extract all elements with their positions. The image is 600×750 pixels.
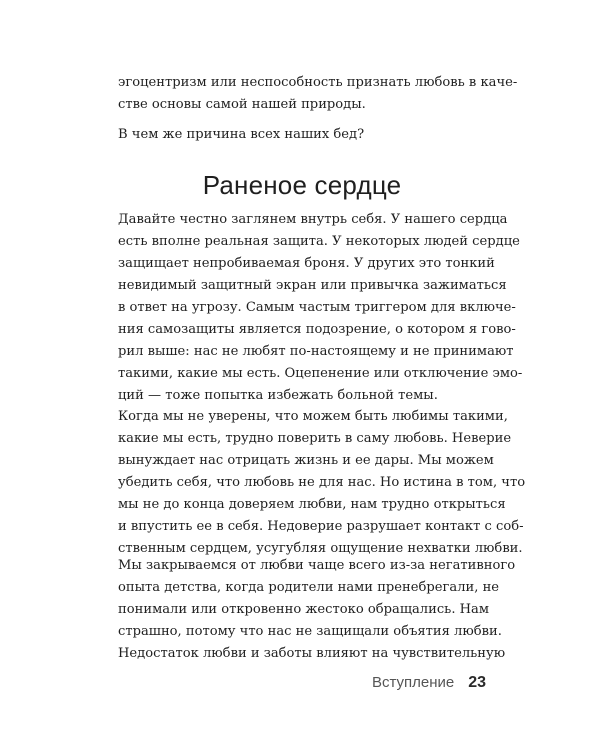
text-line: Мы закрываемся от любви чаще всего из-за негативного (118, 558, 516, 573)
text-line: ния самозащиты является подозрение, о котором я гово- (118, 322, 516, 337)
paragraph-1 (118, 209, 523, 407)
text-line: страшно, потому что нас не защищали объятия любви. (118, 624, 502, 639)
text-line: рил выше: нас не любят по-настоящему и не принимают (118, 344, 514, 359)
text-line: мы не до конца доверяем любви, нам трудно открыться (118, 497, 506, 512)
section-heading: Раненое сердце (202, 170, 402, 200)
text-line: вынуждает нас отрицать жизнь и ее дары. Мы можем (118, 453, 494, 468)
text-line: Когда мы не уверены, что можем быть любимы такими, (118, 409, 508, 424)
question-paragraph (118, 124, 486, 146)
paragraph-2 (118, 406, 526, 560)
text-line: и впустить ее в себя. Недоверие разрушает контакт с соб- (118, 519, 524, 534)
text-line: ственным сердцем, усугубляя ощущение нехватки любви. (118, 541, 523, 556)
text-line: Давайте честно заглянем внутрь себя. У нашего сердца (118, 212, 508, 227)
text-line: понимали или откровенно жестоко обращались. Нам (118, 602, 490, 617)
text-line: Недостаток любви и заботы влияют на чувствительную (118, 646, 506, 661)
text-line: ций — тоже попытка избежать больной темы. (118, 388, 438, 403)
text-line: есть вполне реальная защита. У некоторых людей сердце (118, 234, 520, 249)
text-line: какие мы есть, трудно поверить в саму любовь. Неверие (118, 431, 512, 446)
text-line: в ответ на угрозу. Самым частым триггером для включе- (118, 300, 516, 315)
intro-paragraph (118, 72, 518, 116)
text-line: такими, какие мы есть. Оцепенение или отключение эмо- (118, 366, 523, 381)
text-line: В чем же причина всех наших бед? (118, 127, 365, 142)
text-line: защищает непробиваемая броня. У других это тонкий (118, 256, 495, 271)
page-number: 23 (468, 674, 486, 691)
text-line: опыта детства, когда родители нами пренебрегали, не (118, 580, 500, 595)
text-line: стве основы самой нашей природы. (118, 97, 366, 112)
paragraph-3 (118, 555, 516, 665)
text-line: убедить себя, что любовь не для нас. Но истина в том, что (118, 475, 526, 490)
text-line: эгоцентризм или неспособность признать любовь в каче- (118, 75, 518, 90)
page-footer (372, 674, 486, 692)
running-footer-section-title: Вступление (371, 674, 455, 691)
text-line: невидимый защитный экран или привычка зажиматься (118, 278, 507, 293)
